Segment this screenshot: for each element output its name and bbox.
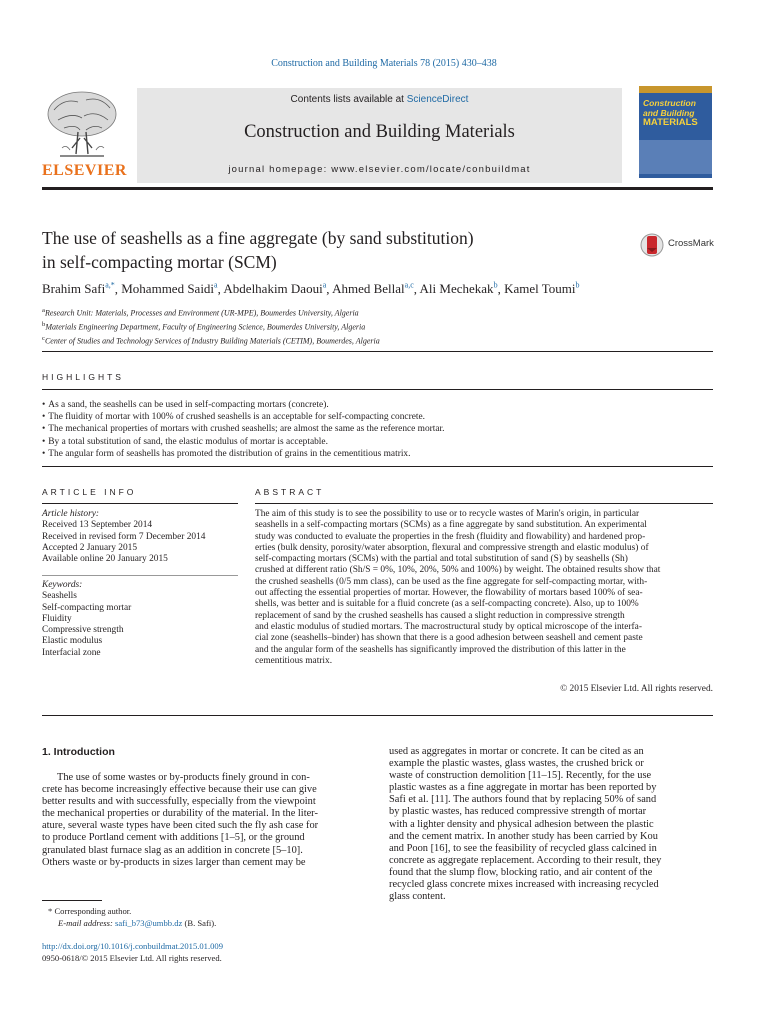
keyword: Compressive strength <box>42 625 124 636</box>
affiliation: $^a$Research Unit: Materials, Processes and Environment (UR-MPE), Boumerdes University, Algeria <box>42 307 359 318</box>
keyword: Fluidity <box>42 613 72 624</box>
abstract-line: seashells in a self-compacting mortars (SCMs) as a fine aggregate by sand substitution. An experimental <box>255 520 647 531</box>
crossmark-icon <box>640 231 664 259</box>
body-line: to produce Portland cement with additions [1–5], or the ground <box>42 832 305 844</box>
keyword: Interfacial zone <box>42 647 101 658</box>
abstract-body <box>255 509 713 667</box>
highlight-item: • The angular form of seashells has promoted the distribution of grains in the cementitious matrix. <box>42 448 722 460</box>
highlights-list <box>42 399 722 460</box>
author[interactable]: Brahim Safi$^{a,*}$ <box>42 281 115 297</box>
highlight-item: • The mechanical properties of mortars with crushed seashells; are almost the same as the reference mortar. <box>42 423 722 435</box>
abstract-line: shells, was better and is suitable for a fluid concrete (as a self-compacting concrete). Also, up to 100% <box>255 599 639 610</box>
cover-title-line: Construction <box>643 98 696 108</box>
body-line: recycled glass concrete mixes increased with increasing recycled <box>389 879 659 891</box>
body-line: used as aggregates in mortar or concrete. It can be cited as an <box>389 746 644 757</box>
cover-title-line: and Building <box>643 108 695 118</box>
history-entry: Received in revised form 7 December 2014 <box>42 531 206 542</box>
author[interactable]: Ali Mechekak$^b$ <box>419 281 498 297</box>
author[interactable]: Mohammed Saidi$^a$ <box>121 281 218 297</box>
abstract-line: self-compacting mortars (SCMs) with the partial and total substitution of sand (S) by seashells (Sh) <box>255 554 628 565</box>
abstract-line: erties (bulk density, porosity/water absorption, flexural and compressive strength and elastic modulus) of <box>255 542 649 553</box>
doi-block <box>42 941 364 964</box>
cover-title-line: MATERIALS <box>643 117 698 128</box>
body-line: crete has become increasingly effective because their use can give <box>42 784 317 796</box>
body-line: granulated blast furnace slag as an addition in concrete [5–10]. <box>42 844 303 856</box>
body-column-left <box>42 772 364 869</box>
contents-prefix: Contents lists available at <box>290 94 404 105</box>
body-line: better results and with successfully, especially from the viewpoint <box>42 796 316 808</box>
article-info-heading: ARTICLE INFO <box>42 487 137 497</box>
email-label: E-mail address: <box>58 917 113 928</box>
masthead-rule <box>42 187 713 190</box>
cover-band <box>639 140 712 174</box>
author[interactable]: Ahmed Bellal$^{a,c}$ <box>332 281 414 297</box>
body-line: The use of some wastes or by-products finely ground in con- <box>57 772 310 783</box>
divider <box>42 389 713 390</box>
body-line: Others waste or by-products in sizes larger than cement may be <box>42 856 306 868</box>
journal-name: Construction and Building Materials <box>244 122 515 142</box>
journal-cover-image <box>639 86 712 178</box>
email-suffix: (B. Safi). <box>184 917 217 928</box>
abstract-line: cial zone (seashells–binder) has shown that there is a good adhesion between seashell and cement paste <box>255 633 643 644</box>
divider <box>42 715 713 716</box>
crossmark-button[interactable] <box>640 231 720 259</box>
abstract-line: cementitious matrix. <box>255 655 333 666</box>
keywords-label: Keywords: <box>42 580 83 590</box>
issn-line: 0950-0618/© 2015 Elsevier Ltd. All rights reserved. <box>42 952 222 963</box>
body-line: found that the slump flow, blocking ratio, and air content of the <box>389 866 653 878</box>
section-heading-introduction: 1. Introduction <box>42 746 115 758</box>
body-line: ature, several waste types have been cited such the fly ash case for <box>42 820 319 832</box>
contents-line <box>137 94 622 105</box>
body-line: glass content. <box>389 891 446 903</box>
abstract-heading: ABSTRACT <box>255 487 325 497</box>
email-line <box>42 918 364 930</box>
body-line: and the cement matrix. In another study has been carried by Kou <box>389 830 658 842</box>
elsevier-wordmark: ELSEVIER <box>42 162 127 179</box>
history-entry: Available online 20 January 2015 <box>42 554 168 565</box>
keyword: Seashells <box>42 591 77 602</box>
divider <box>42 351 713 352</box>
crossmark-label: CrossMark <box>668 238 714 249</box>
author[interactable]: Abdelhakim Daoui$^a$ <box>223 281 327 297</box>
body-column-right <box>389 746 713 903</box>
body-line: concrete as aggregate replacement. According to their result, they <box>389 854 662 866</box>
body-line: with a lighter density and physical adhesion between the plastic <box>389 818 654 830</box>
body-line: by plastic wastes, has reduced compressive strength of mortar <box>389 806 647 818</box>
body-line: the mechanical properties or durability of the material. In the liter- <box>42 808 318 820</box>
corresponding-author-footnote <box>42 906 364 929</box>
abstract-line: and the angular form of the seashells has significantly improved the distribution of this latter in the <box>255 644 626 655</box>
affiliation: $^b$Materials Engineering Department, Faculty of Engineering Science, Boumerdes University, Algeria <box>42 321 366 332</box>
journal-masthead <box>137 88 622 183</box>
affiliations <box>42 305 722 347</box>
abstract-line: and elastic modulus of studied mortars. The macrostructural study by optical microscope of the interfa- <box>255 621 642 632</box>
cover-title <box>643 98 711 128</box>
journal-homepage[interactable]: journal homepage: www.elsevier.com/locate/conbuildmat <box>228 164 531 175</box>
keyword: Elastic modulus <box>42 636 103 647</box>
doi-link[interactable]: http://dx.doi.org/10.1016/j.conbuildmat.2015.01.009 <box>42 941 224 951</box>
history-entry: Received 13 September 2014 <box>42 520 153 531</box>
highlight-item: • The fluidity of mortar with 100% of crushed seashells is an acceptable for self-compacting concrete. <box>42 411 722 423</box>
highlight-item: • By a total substitution of sand, the elastic modulus of mortar is acceptable. <box>42 436 722 448</box>
abstract-line: The aim of this study is to see the possibility to use or to recycle wastes of Marin's origin, in particular <box>255 509 640 519</box>
divider <box>42 575 238 576</box>
title-line: in self-compacting mortar (SCM) <box>42 252 277 272</box>
body-line: example the plastic wastes, glass wastes, the crushed brick or <box>389 758 644 770</box>
abstract-line: study was conducted to evaluate the properties in the fresh (fluidity and flowability) and hardened prop- <box>255 531 646 542</box>
abstract-line: out affecting the essential properties of mortar. However, the flowability of mortars based 100% of sea- <box>255 588 643 599</box>
history-entry: Accepted 2 January 2015 <box>42 542 138 553</box>
divider <box>42 466 713 467</box>
keywords <box>42 580 242 659</box>
elsevier-tree-icon <box>42 88 122 160</box>
email-link[interactable]: safi_b73@umbb.dz <box>114 917 183 928</box>
highlight-item: • As a sand, the seashells can be used in self-compacting mortars (concrete). <box>42 399 722 411</box>
affiliation: $^c$Center of Studies and Technology Services of Industry Building Materials (CETIM), Boumerdes, Algeria <box>42 335 380 346</box>
history-label: Article history: <box>42 509 100 519</box>
article-title <box>42 226 602 274</box>
body-line: plastic wastes as a fine aggregate in mortar has been reported by <box>389 782 657 794</box>
cover-top-strip <box>639 86 712 93</box>
abstract-line: the crushed seashells (0/5 mm class), can be used as the fine aggregate for self-compacting mortar, with- <box>255 576 648 587</box>
article-info <box>42 509 242 565</box>
author-list: Brahim Safi$^{a,*}$, Mohammed Saidi$^a$, Abdelhakim Daoui$^a$, Ahmed Bellal$^{a,c}$, Ali Mechekak$^b$, Kamel Toumi$^b$ <box>42 281 580 297</box>
body-line: waste of construction demolition [11–15]. Recently, for the use <box>389 770 652 782</box>
divider <box>42 503 238 504</box>
abstract-line: crushed at different ratio (Sh/S = 0%, 10%, 20%, 50% and 100%) by weight. The obtained results show that <box>255 565 661 576</box>
journal-citation-link[interactable]: Construction and Building Materials 78 (2015) 430–438 <box>271 58 497 69</box>
title-line: The use of seashells as a fine aggregate (by sand substitution) <box>42 228 474 248</box>
elsevier-logo <box>42 88 127 180</box>
abstract-line: replacement of sand by the crushed seashells has caused a slight reduction in compressive strength <box>255 610 625 621</box>
footnote-rule <box>42 900 102 901</box>
divider <box>255 503 713 504</box>
keyword: Self-compacting mortar <box>42 602 132 613</box>
highlights-heading: HIGHLIGHTS <box>42 372 124 382</box>
body-line: and Poon [16], to see the feasibility of recycled glass calcined in <box>389 842 657 854</box>
sciencedirect-link[interactable]: ScienceDirect <box>406 94 469 105</box>
corresponding-label: * Corresponding author. <box>48 906 132 916</box>
author[interactable]: Kamel Toumi$^b$ <box>504 281 580 297</box>
body-line: Safi et al. [11]. The authors found that by replacing 50% of sand <box>389 794 657 806</box>
copyright-notice: © 2015 Elsevier Ltd. All rights reserved. <box>560 684 713 694</box>
